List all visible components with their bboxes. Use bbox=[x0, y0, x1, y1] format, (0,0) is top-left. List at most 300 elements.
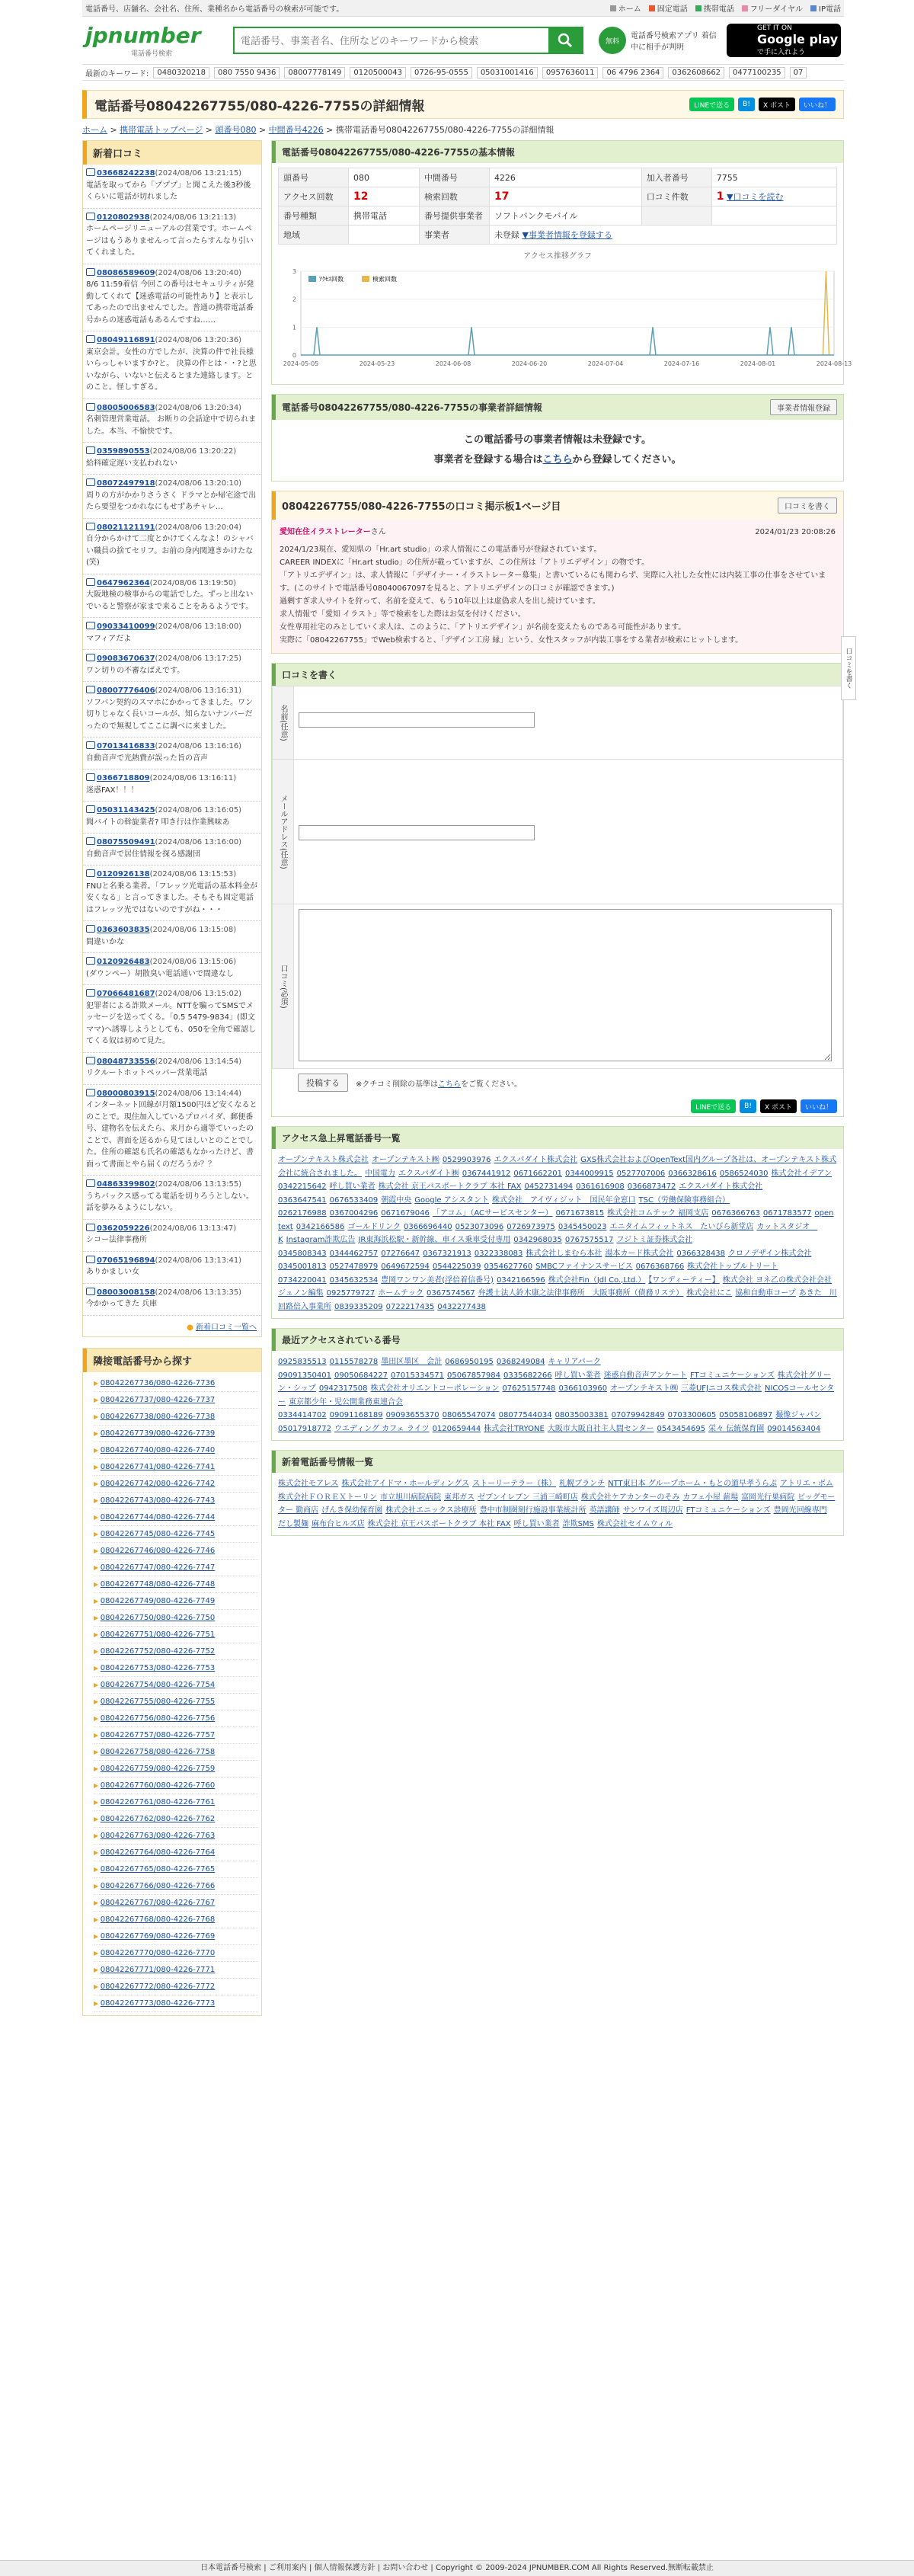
directory-link[interactable]: ウエディング カフェ ライツ bbox=[334, 1424, 430, 1433]
breadcrumb-link[interactable]: 頭番号080 bbox=[215, 125, 257, 135]
comment-text: ワン切りの不審なばえです。 bbox=[86, 666, 185, 675]
comment-icon bbox=[86, 686, 95, 693]
directory-link[interactable]: 0523073096 bbox=[455, 1222, 504, 1231]
directory-link[interactable]: 株式会社 京王パスポートクラブ 本社 FAX bbox=[378, 1182, 522, 1191]
top-link-label: フリーダイヤル bbox=[749, 5, 804, 14]
comment-number-link[interactable]: 0120802938 bbox=[97, 213, 150, 222]
directory-link[interactable]: JR東海浜松駅・新幹線、車イス乗車受付専用 bbox=[358, 1236, 511, 1244]
register-business-button[interactable]: 事業者情報登録 bbox=[770, 399, 837, 415]
info-value-cell bbox=[489, 187, 641, 206]
directory-link[interactable]: 中国電力 bbox=[365, 1169, 395, 1178]
directory-link[interactable]: 撮像ジャパン bbox=[775, 1411, 822, 1419]
comment-item bbox=[83, 802, 261, 834]
directory-link[interactable]: 0925779727 bbox=[326, 1289, 376, 1298]
comment-number-link[interactable]: 08007776406 bbox=[97, 686, 155, 695]
nearby-link[interactable]: 08042267772/080-4226-7772 bbox=[100, 1982, 216, 1991]
nearby-link[interactable]: 08042267755/080-4226-7755 bbox=[100, 1697, 216, 1706]
nearby-link[interactable]: 08042267769/080-4226-7769 bbox=[100, 1931, 216, 1941]
email-field[interactable] bbox=[299, 825, 535, 840]
comment-number-link[interactable]: 08086589609 bbox=[97, 268, 155, 277]
x-post-button-bottom[interactable]: X ポスト bbox=[760, 1099, 797, 1113]
hatena-button[interactable]: B! bbox=[738, 98, 755, 111]
directory-link[interactable]: 株式会社TRYONE bbox=[484, 1424, 545, 1433]
delete-criteria-link[interactable]: こちら bbox=[437, 1080, 461, 1089]
directory-link[interactable]: 05067857984 bbox=[447, 1371, 500, 1380]
nearby-item bbox=[94, 1845, 258, 1861]
nearby-link[interactable]: 08042267736/080-4226-7736 bbox=[100, 1378, 216, 1387]
comment-icon bbox=[86, 1057, 95, 1064]
nearby-link[interactable]: 08042267765/080-4226-7765 bbox=[100, 1864, 216, 1874]
directory-link[interactable]: フジトミ証券株式会社 bbox=[616, 1236, 693, 1244]
directory-link[interactable]: 東京都少年・児公開業務東連合会 bbox=[289, 1397, 403, 1406]
nearby-link[interactable]: 08042267745/080-4226-7745 bbox=[100, 1529, 216, 1538]
nearby-link[interactable]: 08042267756/080-4226-7756 bbox=[100, 1714, 216, 1723]
keyword-chip[interactable]: 06 4796 2364 bbox=[602, 67, 663, 78]
directory-link[interactable]: 0527707006 bbox=[616, 1169, 666, 1178]
directory-link[interactable]: 0726973975 bbox=[507, 1222, 555, 1231]
comment-number-link[interactable]: 08005006583 bbox=[97, 403, 155, 412]
breadcrumb-link[interactable]: 携帯電話トップページ bbox=[120, 125, 203, 135]
directory-link[interactable]: 湯本カード株式会社 bbox=[605, 1249, 674, 1258]
directory-link[interactable]: Instagram詐欺広告 bbox=[286, 1236, 356, 1244]
directory-link[interactable]: 墨田区墨区 会計 bbox=[381, 1358, 443, 1366]
directory-link[interactable]: 0342166596 bbox=[497, 1275, 545, 1285]
nearby-link[interactable]: 08042267747/080-4226-7747 bbox=[100, 1563, 216, 1572]
directory-link[interactable]: 0942317508 bbox=[318, 1384, 368, 1393]
directory-link[interactable]: 株式会社オリエントコーポレーション bbox=[370, 1384, 500, 1393]
directory-link[interactable]: 0543454695 bbox=[657, 1424, 706, 1433]
directory-link[interactable]: ジュノン編集 bbox=[278, 1289, 324, 1298]
directory-link[interactable]: 豊中市制圏刻行施設事業統計所 bbox=[479, 1506, 586, 1515]
keyword-chip[interactable]: 0480320218 bbox=[153, 67, 209, 78]
recent-heading: 最近アクセスされている番号 bbox=[282, 1335, 401, 1346]
nearby-link[interactable]: 08042267760/080-4226-7760 bbox=[100, 1781, 216, 1790]
more-comments-link[interactable]: 新着口コミ一覧へ bbox=[196, 1323, 257, 1332]
line-button[interactable]: LINEで送る bbox=[689, 98, 734, 111]
register-here-link[interactable]: こちら bbox=[542, 454, 573, 466]
directory-link[interactable]: オープンテキスト㈱ bbox=[610, 1384, 678, 1393]
directory-link[interactable]: ゼブンイレブン 三浦三崎町店 bbox=[478, 1493, 578, 1502]
comment-number-link[interactable]: 07065196894 bbox=[97, 1256, 155, 1265]
directory-link[interactable]: 株式会社グリーン・シップ bbox=[278, 1371, 831, 1393]
logo[interactable] bbox=[85, 23, 222, 58]
comment-number-link[interactable]: 0120926483 bbox=[97, 958, 150, 966]
directory-link[interactable]: 05017918772 bbox=[278, 1424, 331, 1433]
nearby-link[interactable]: 08042267746/080-4226-7746 bbox=[100, 1546, 216, 1555]
comment-time: (2024/08/06 13:20:22) bbox=[149, 447, 237, 456]
nearby-link[interactable]: 08042267767/080-4226-7767 bbox=[100, 1898, 216, 1907]
directory-link[interactable]: 三菱UFJニコス株式会社 bbox=[680, 1384, 762, 1393]
directory-link[interactable]: 0262176988 bbox=[278, 1209, 327, 1218]
directory-link[interactable]: ゴールドリンク bbox=[347, 1222, 401, 1231]
directory-link[interactable]: 0671673815 bbox=[555, 1209, 605, 1218]
breadcrumb-link[interactable]: 中間番号4226 bbox=[268, 125, 324, 135]
name-field[interactable] bbox=[299, 712, 535, 728]
comment-number-link[interactable]: 08049116891 bbox=[97, 336, 155, 344]
directory-link[interactable]: 0342968035 bbox=[513, 1236, 562, 1244]
directory-link[interactable]: 市立旭川病院病院 bbox=[380, 1493, 441, 1502]
directory-link[interactable]: 0671679046 bbox=[381, 1209, 430, 1218]
nearby-link[interactable]: 08042267739/080-4226-7739 bbox=[100, 1429, 216, 1438]
directory-link[interactable]: 0839335209 bbox=[334, 1302, 383, 1311]
comment-number-link[interactable]: 08021121191 bbox=[97, 523, 155, 532]
directory-link[interactable]: 09091168189 bbox=[329, 1411, 383, 1419]
directory-link[interactable]: 0344462757 bbox=[329, 1249, 379, 1258]
directory-link[interactable]: 弁護士法人鈴木康之法律事務所 大阪事務所（債務リステ） bbox=[478, 1289, 684, 1298]
directory-link[interactable]: 0367441912 bbox=[462, 1169, 511, 1178]
directory-link[interactable]: 05058106897 bbox=[719, 1411, 773, 1419]
directory-link[interactable]: 0322338083 bbox=[474, 1249, 523, 1258]
directory-link[interactable]: 08035003381 bbox=[554, 1411, 609, 1419]
comment-number-link[interactable]: 09083670637 bbox=[97, 654, 155, 663]
comment-number-link[interactable]: 0363603835 bbox=[97, 926, 150, 934]
directory-link[interactable]: 0120659444 bbox=[432, 1424, 481, 1433]
legend-swatch bbox=[308, 276, 316, 282]
directory-link[interactable]: げんき保幼保育園 bbox=[321, 1506, 383, 1515]
nearby-item bbox=[94, 1778, 258, 1794]
comment-time: (2024/08/06 13:13:47) bbox=[149, 1224, 237, 1233]
directory-link[interactable]: 08077544034 bbox=[498, 1411, 552, 1419]
directory-link[interactable]: 0115578278 bbox=[329, 1358, 379, 1366]
directory-link[interactable]: 0676368766 bbox=[635, 1262, 685, 1271]
directory-link[interactable]: クロノデザイン株式会社 bbox=[728, 1249, 812, 1258]
comment-number-link[interactable]: 09033410099 bbox=[97, 622, 155, 631]
directory-link[interactable]: 0354627760 bbox=[484, 1262, 533, 1271]
keyword-chip[interactable]: 0957636011 bbox=[542, 67, 599, 78]
breadcrumb bbox=[82, 123, 844, 136]
comment-number-link[interactable]: 0366718809 bbox=[97, 774, 150, 782]
nearby-link[interactable]: 08042267773/080-4226-7773 bbox=[100, 1998, 216, 2008]
directory-link[interactable]: 07276647 bbox=[381, 1249, 420, 1258]
directory-link[interactable]: 【ワンディーティー】 bbox=[648, 1275, 720, 1285]
directory-link[interactable]: 株式会社アイドマ・ホールディングス bbox=[341, 1480, 470, 1488]
keyword-chip[interactable]: 07 bbox=[790, 67, 807, 78]
directory-link[interactable]: open text bbox=[278, 1209, 834, 1231]
info-link[interactable]: ▼口コミを読む bbox=[727, 192, 784, 202]
directory-link[interactable]: FTコミュニケーションズ bbox=[686, 1506, 771, 1515]
comment-icon bbox=[86, 837, 95, 845]
directory-link[interactable]: 0452731494 bbox=[524, 1182, 574, 1191]
directory-link[interactable]: 栄々 伝統保育園 bbox=[708, 1424, 765, 1433]
comment-icon bbox=[86, 1089, 95, 1096]
directory-link[interactable]: 0686950195 bbox=[445, 1358, 494, 1366]
nearby-link[interactable]: 08042267754/080-4226-7754 bbox=[100, 1680, 216, 1689]
top-link[interactable] bbox=[695, 2, 734, 14]
nearby-link[interactable]: 08042267753/080-4226-7753 bbox=[100, 1663, 216, 1672]
top-link[interactable] bbox=[610, 2, 641, 14]
directory-link[interactable]: 0703300605 bbox=[667, 1411, 717, 1419]
directory-link[interactable]: 札幌ブランチ bbox=[559, 1480, 606, 1488]
like-button-bottom[interactable]: いいね！ bbox=[801, 1099, 837, 1113]
directory-link[interactable]: サンワイズ周辺店 bbox=[622, 1506, 683, 1515]
directory-link[interactable]: オープンテキスト㈱ bbox=[371, 1156, 439, 1164]
directory-link[interactable]: 0367574567 bbox=[427, 1289, 475, 1298]
keyword-chip[interactable]: 05031001416 bbox=[477, 67, 538, 78]
y-tick-label: 2 bbox=[292, 296, 296, 303]
keyword-chip[interactable]: 0477100235 bbox=[729, 67, 785, 78]
x-post-button[interactable]: X ポスト bbox=[759, 98, 795, 111]
nearby-item bbox=[94, 1476, 258, 1493]
directory-link[interactable]: 07079942849 bbox=[611, 1411, 665, 1419]
directory-link[interactable]: 株式会社しまむら本社 bbox=[526, 1249, 602, 1258]
nearby-link[interactable]: 08042267738/080-4226-7738 bbox=[100, 1412, 216, 1421]
directory-link[interactable]: FTコミュニケーションズ bbox=[690, 1371, 775, 1380]
keyword-chip[interactable]: 0362608662 bbox=[668, 67, 724, 78]
hatena-button-bottom[interactable]: B! bbox=[740, 1099, 756, 1113]
directory-link[interactable]: 株式会社セイムウィル bbox=[596, 1519, 673, 1528]
comment-item bbox=[83, 618, 261, 650]
directory-link[interactable]: 09091350401 bbox=[278, 1371, 331, 1380]
directory-link[interactable]: 0671662201 bbox=[513, 1169, 562, 1178]
directory-link[interactable]: 株式会社モアレス bbox=[278, 1480, 339, 1488]
comment-number-link[interactable]: 0647962364 bbox=[97, 578, 150, 587]
directory-link[interactable]: 0345632534 bbox=[329, 1275, 379, 1285]
directory-link[interactable]: 0366103960 bbox=[558, 1384, 608, 1393]
directory-link[interactable]: オープンテキスト株式会社 bbox=[278, 1156, 369, 1164]
directory-link[interactable]: エニタイムフィットネス たいびら新堂店 bbox=[609, 1222, 754, 1231]
directory-link[interactable]: 0344009915 bbox=[564, 1169, 614, 1178]
directory-link[interactable]: 07015334571 bbox=[391, 1371, 444, 1380]
nearby-link[interactable]: 08042267764/080-4226-7764 bbox=[100, 1848, 216, 1857]
comment-text: ありかましい女 bbox=[86, 1268, 139, 1276]
comment-item bbox=[83, 1252, 261, 1284]
directory-link[interactable]: 詐欺SMS bbox=[562, 1519, 594, 1528]
directory-link[interactable]: ビッグモーター 勤商店 bbox=[278, 1493, 836, 1515]
directory-link[interactable]: 0342166586 bbox=[296, 1222, 345, 1231]
directory-link[interactable]: 株式会社トップルトリート bbox=[687, 1262, 778, 1271]
info-link[interactable]: ▼事業者情報を登録する bbox=[522, 230, 612, 240]
comment-number-link[interactable]: 07066481687 bbox=[97, 990, 155, 998]
directory-link[interactable]: カフェ小屋 薪場 bbox=[682, 1493, 739, 1502]
note-a: ※クチコミ削除の基準は bbox=[356, 1080, 438, 1089]
nearby-link[interactable]: 08042267741/080-4226-7741 bbox=[100, 1462, 216, 1471]
nearby-link[interactable]: 08042267749/080-4226-7749 bbox=[100, 1596, 216, 1605]
comment-number-link[interactable]: 08000803915 bbox=[97, 1089, 155, 1098]
top-link-label: ホーム bbox=[618, 5, 641, 14]
directory-link[interactable]: カットスタジオ K bbox=[278, 1222, 818, 1244]
info-value: 12 bbox=[353, 190, 369, 203]
directory-link[interactable]: エクスパダイト㈱ bbox=[398, 1169, 459, 1178]
comment-number-link[interactable]: 08072497918 bbox=[97, 479, 155, 488]
directory-link[interactable]: 0527478979 bbox=[329, 1262, 379, 1271]
breadcrumb-link[interactable]: ホーム bbox=[82, 125, 107, 135]
nearby-link[interactable]: 08042267737/080-4226-7737 bbox=[100, 1395, 216, 1404]
nearby-link[interactable]: 08042267771/080-4226-7771 bbox=[100, 1965, 216, 1974]
directory-link[interactable]: 協和自動車コープ bbox=[735, 1289, 796, 1298]
comment-number-link[interactable]: 0120926138 bbox=[97, 870, 150, 878]
google-play-button[interactable] bbox=[727, 24, 841, 57]
directory-link[interactable]: GXS株式会社およびOpenText国内グループ各社は、オープンテキスト株式会社に統合されました。 bbox=[278, 1156, 837, 1178]
nearby-link[interactable]: 08042267751/080-4226-7751 bbox=[100, 1630, 216, 1639]
directory-link[interactable]: 0722217435 bbox=[385, 1302, 435, 1311]
submit-button[interactable]: 投稿する bbox=[298, 1074, 348, 1092]
nearby-link[interactable]: 08042267743/080-4226-7743 bbox=[100, 1496, 216, 1505]
info-header: 中間番号 bbox=[419, 168, 489, 187]
comment-number-link[interactable]: 08003008158 bbox=[97, 1288, 155, 1297]
nearby-link[interactable]: 08042267757/080-4226-7757 bbox=[100, 1730, 216, 1739]
directory-link[interactable]: 0345001813 bbox=[278, 1262, 327, 1271]
directory-link[interactable]: 0544225039 bbox=[432, 1262, 481, 1271]
top-link[interactable] bbox=[649, 2, 688, 14]
comment-icon bbox=[86, 1256, 95, 1263]
search-button[interactable] bbox=[548, 28, 582, 53]
comment-text: 自分からかけて二度とかけてくんなよ！のシャバい職員の捨てセリフ。お前の身内関連きかけたな(笑) bbox=[86, 535, 254, 567]
directory-link[interactable]: 株式会社 アイヴィジット 国民年金窓口 bbox=[492, 1195, 636, 1205]
nearby-item bbox=[94, 1878, 258, 1895]
directory-link[interactable]: 09050684227 bbox=[334, 1371, 388, 1380]
nearby-link[interactable]: 08042267770/080-4226-7770 bbox=[100, 1948, 216, 1957]
nearby-link[interactable]: 08042267758/080-4226-7758 bbox=[100, 1747, 216, 1756]
directory-link[interactable]: 0671783577 bbox=[762, 1209, 812, 1218]
directory-link[interactable]: 呼し買い業者 bbox=[329, 1182, 376, 1191]
directory-link[interactable]: 富岡光行巣病院 bbox=[741, 1493, 795, 1502]
directory-link[interactable]: 0432277438 bbox=[437, 1302, 486, 1311]
nearby-link[interactable]: 08042267740/080-4226-7740 bbox=[100, 1445, 216, 1454]
directory-link[interactable]: 0676533409 bbox=[329, 1195, 379, 1205]
directory-link[interactable]: エクスパダイト株式会社 bbox=[494, 1156, 578, 1164]
directory-link[interactable]: 0366328438 bbox=[676, 1249, 726, 1258]
search-input[interactable] bbox=[235, 28, 548, 53]
directory-link[interactable]: 0363647541 bbox=[278, 1195, 327, 1205]
directory-link[interactable]: 株式会社 京王パスポートクラブ 本社 FAX bbox=[367, 1519, 511, 1528]
directory-link[interactable]: 株式会社にこ bbox=[686, 1289, 733, 1298]
keyword-chip[interactable]: 080 7550 9436 bbox=[214, 67, 280, 78]
info-value: ソフトバンクモバイル bbox=[494, 211, 578, 221]
directory-link[interactable]: 08065547074 bbox=[442, 1411, 496, 1419]
directory-link[interactable]: 0334414702 bbox=[278, 1411, 327, 1419]
nearby-link[interactable]: 08042267752/080-4226-7752 bbox=[100, 1646, 216, 1656]
write-review-button[interactable]: 口コミを書く bbox=[778, 498, 837, 514]
comment-number-link[interactable]: 0362059226 bbox=[97, 1224, 150, 1233]
directory-link[interactable]: Google アシスタント bbox=[414, 1195, 489, 1205]
comment-number-link[interactable]: 04863399802 bbox=[97, 1180, 155, 1189]
directory-link[interactable]: 0342215642 bbox=[278, 1182, 327, 1191]
directory-link[interactable]: 0345808343 bbox=[278, 1249, 327, 1258]
comment-text: 聞バイトの斡旋業者? 叩き行は作業興味あ bbox=[86, 818, 230, 827]
keyword-chip[interactable]: 0726-95-0555 bbox=[411, 67, 472, 78]
directory-link[interactable]: 0734220041 bbox=[278, 1275, 327, 1285]
comment-icon bbox=[86, 989, 95, 997]
review-date: 2024/01/23 20:08:26 bbox=[755, 528, 836, 536]
directory-link[interactable]: 株式会社 ヨネ乙の株式会社会社 bbox=[722, 1275, 832, 1285]
directory-link[interactable]: TSC（労働保険事務組合） bbox=[638, 1195, 730, 1205]
directory-link[interactable]: 株式会社Fin（Jdl Co.,Ltd.） bbox=[548, 1275, 646, 1285]
directory-link[interactable]: あきた 川回路倍入事業所 bbox=[278, 1289, 837, 1311]
comment-number-link[interactable]: 0359890553 bbox=[97, 447, 150, 456]
comment-number-link[interactable]: 08075509491 bbox=[97, 838, 155, 846]
directory-link[interactable]: 迷惑自動音声アンケート bbox=[603, 1371, 688, 1380]
directory-link[interactable]: 0368249084 bbox=[496, 1358, 545, 1366]
directory-link[interactable]: 豊岡ワンワン美者(浮倍着信番号) bbox=[381, 1275, 494, 1285]
comment-number-link[interactable]: 07013416833 bbox=[97, 742, 155, 750]
directory-link[interactable]: 「アコム」（ACサービスセンター） bbox=[432, 1209, 553, 1218]
directory-link[interactable]: 株式会社ケアカンターのそみ bbox=[580, 1493, 680, 1502]
line-button-bottom[interactable]: LINEで送る bbox=[691, 1099, 736, 1113]
nearby-link[interactable]: 08042267750/080-4226-7750 bbox=[100, 1613, 216, 1622]
directory-link[interactable]: 09014563404 bbox=[767, 1424, 821, 1433]
top-link[interactable] bbox=[810, 2, 841, 14]
directory-link[interactable]: NICOSコールセンター bbox=[278, 1384, 835, 1406]
nearby-link[interactable]: 08042267763/080-4226-7763 bbox=[100, 1831, 216, 1840]
directory-link[interactable]: ストーリーテラー（株） bbox=[472, 1480, 557, 1488]
keyword-chip[interactable]: 08007778149 bbox=[284, 67, 345, 78]
directory-link[interactable]: 0367321913 bbox=[423, 1249, 471, 1258]
comment-number-link[interactable]: 03668242238 bbox=[97, 169, 155, 178]
directory-link[interactable]: 豊岡光回線専門 bbox=[773, 1506, 827, 1515]
side-write-review-tab[interactable]: 口コミを書く bbox=[841, 636, 856, 700]
directory-link[interactable]: 0366873472 bbox=[627, 1182, 676, 1191]
comment-number-link[interactable]: 08048733556 bbox=[97, 1057, 155, 1066]
directory-link[interactable]: 0586524030 bbox=[719, 1169, 769, 1178]
info-value-cell bbox=[349, 187, 420, 206]
directory-link[interactable]: SMBCファイナンスサービス bbox=[535, 1262, 633, 1271]
directory-link[interactable]: 呼し買い業者 bbox=[513, 1519, 560, 1528]
comment-number-link[interactable]: 05031143425 bbox=[97, 806, 155, 814]
directory-link[interactable]: だし製麺 bbox=[278, 1519, 308, 1528]
directory-link[interactable]: 0366328616 bbox=[668, 1169, 717, 1178]
comment-text: マフィアだよ bbox=[86, 634, 132, 643]
comment-icon bbox=[86, 1224, 95, 1231]
nearby-item bbox=[94, 1828, 258, 1845]
directory-link[interactable]: 株式会社イデアン bbox=[771, 1169, 833, 1178]
directory-link[interactable]: 株式会社コムテック 福岡支店 bbox=[607, 1209, 709, 1218]
nearby-link[interactable]: 08042267761/080-4226-7761 bbox=[100, 1797, 216, 1806]
directory-link[interactable]: ホームテック bbox=[378, 1289, 424, 1298]
directory-link[interactable]: キャリアパーク bbox=[548, 1358, 601, 1366]
directory-link[interactable]: 東邦ガス bbox=[444, 1493, 475, 1502]
directory-link[interactable]: 大阪市大阪自社主人間センター bbox=[547, 1424, 654, 1433]
like-button[interactable]: いいね！ bbox=[799, 98, 836, 111]
directory-link[interactable]: 0366696440 bbox=[403, 1222, 452, 1231]
directory-link[interactable]: 株式会社エニックス診療所 bbox=[385, 1506, 477, 1515]
directory-link[interactable]: 0767575517 bbox=[564, 1236, 614, 1244]
directory-link[interactable]: 0649672594 bbox=[381, 1262, 430, 1271]
nearby-link[interactable]: 08042267742/080-4226-7742 bbox=[100, 1479, 216, 1488]
directory-link[interactable]: 0676366763 bbox=[711, 1209, 760, 1218]
nearby-link[interactable]: 08042267759/080-4226-7759 bbox=[100, 1764, 216, 1773]
directory-link[interactable]: 株式会社ＦＯＲＥＸトーリン bbox=[278, 1493, 377, 1502]
directory-link[interactable]: 0529903976 bbox=[442, 1156, 491, 1164]
nearby-link[interactable]: 08042267762/080-4226-7762 bbox=[100, 1814, 216, 1823]
directory-link[interactable]: 0361616908 bbox=[576, 1182, 625, 1191]
directory-link[interactable]: 呼し買い業者 bbox=[554, 1371, 601, 1380]
nearby-link[interactable]: 08042267768/080-4226-7768 bbox=[100, 1915, 216, 1924]
comment-item bbox=[83, 1284, 261, 1316]
directory-link[interactable]: 0345450023 bbox=[558, 1222, 607, 1231]
comment-textarea[interactable] bbox=[299, 909, 832, 1061]
comment-time: (2024/08/06 13:20:04) bbox=[155, 523, 242, 532]
legend-label: ｱｸｾｽ回数 bbox=[319, 276, 344, 283]
directory-link[interactable]: 0925835513 bbox=[278, 1358, 327, 1366]
nearby-link[interactable]: 08042267748/080-4226-7748 bbox=[100, 1579, 216, 1589]
directory-link[interactable]: 英語講師 bbox=[589, 1506, 620, 1515]
directory-link[interactable]: 麻布台ヒルズ店 bbox=[312, 1519, 365, 1528]
directory-link[interactable]: アトリエ・ボム bbox=[780, 1480, 833, 1488]
top-link[interactable] bbox=[742, 2, 803, 14]
directory-link[interactable]: 07625157748 bbox=[502, 1384, 556, 1393]
directory-link[interactable]: 朝霞中央 bbox=[381, 1195, 412, 1205]
directory-link[interactable]: エクスパダイト株式会社 bbox=[679, 1182, 763, 1191]
app-promo[interactable] bbox=[599, 24, 841, 57]
directory-link[interactable]: 09093655370 bbox=[385, 1411, 439, 1419]
nearby-item bbox=[94, 1962, 258, 1979]
nearby-link[interactable]: 08042267744/080-4226-7744 bbox=[100, 1512, 216, 1522]
directory-link[interactable]: 0367004296 bbox=[329, 1209, 379, 1218]
directory-link[interactable]: NTT東日本 グループホーム・もとの道早孝うらぷ bbox=[608, 1480, 778, 1488]
directory-link[interactable]: 0335682266 bbox=[503, 1371, 552, 1380]
keyword-chip[interactable]: 0120500043 bbox=[350, 67, 406, 78]
nearby-link[interactable]: 08042267766/080-4226-7766 bbox=[100, 1881, 216, 1890]
